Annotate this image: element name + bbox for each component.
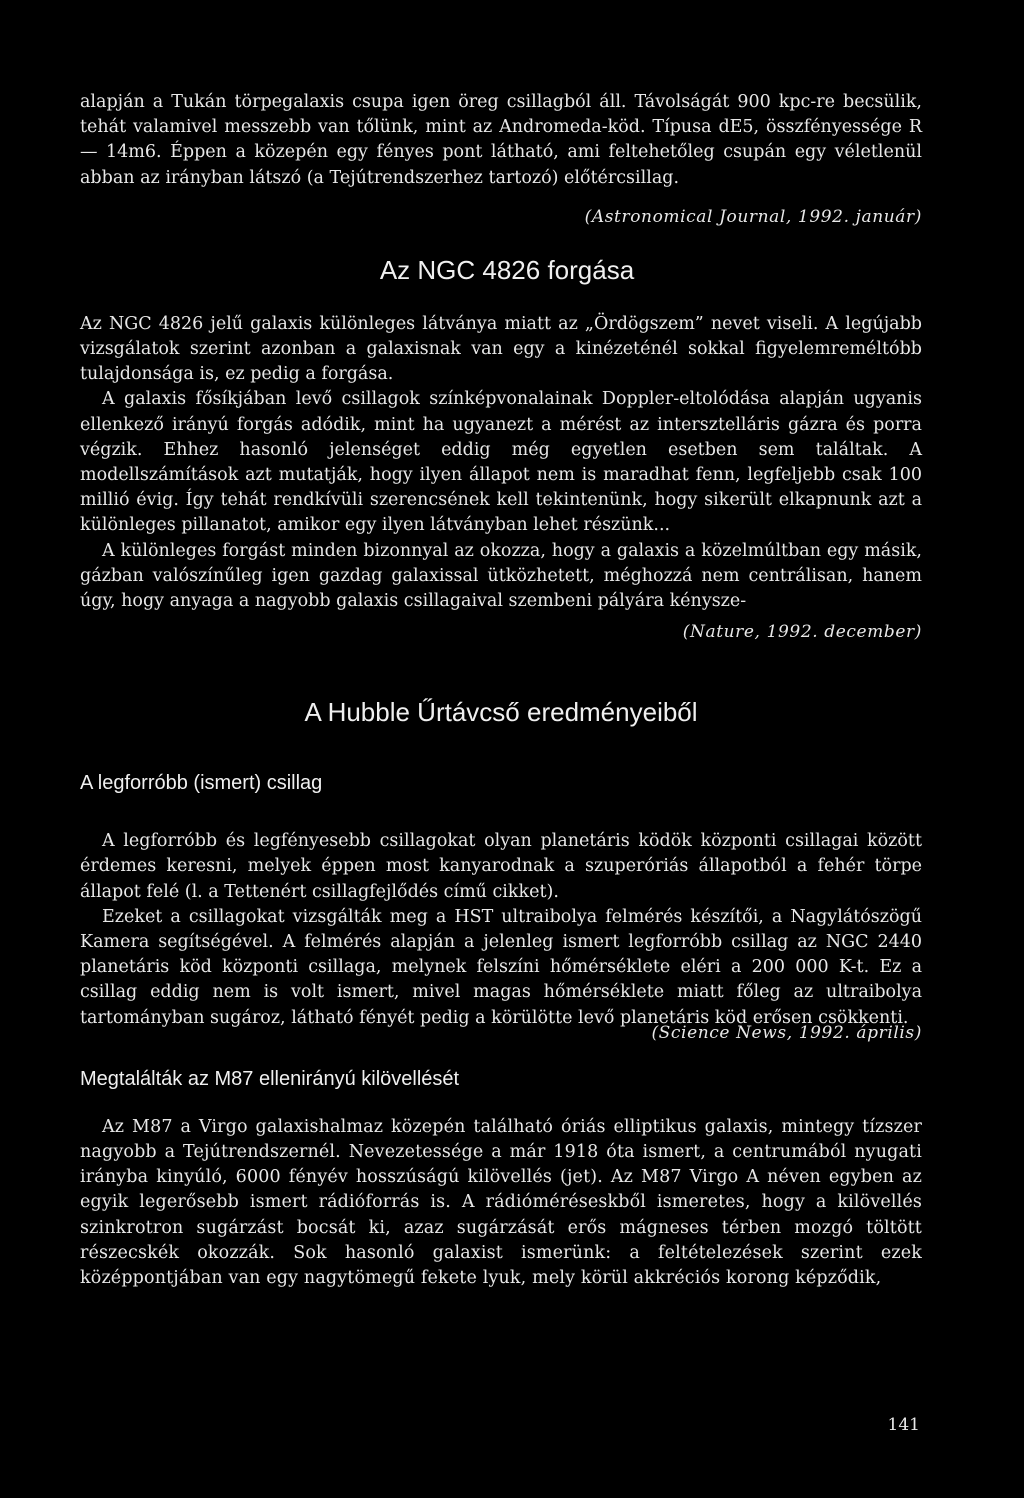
hot-paragraph-2: Ezeket a csillagokat vizsgálták meg a HST ultraibolya felmérés készítői, a Nagylátószögű Kamera segítségével. A felmérés alapján a jelenleg ismert legforróbb csillag az NGC 2440 planetáris köd központi csillaga, melynek felszíni hőmérséklete eléri a 200 000 K-t. Ez a csillag eddig nem is volt ismert, mivel magas hőmérséklete miatt főleg az ultraibolya tartományban sugároz, látható fényét pedig a körülötte levő planetáris köd erősen csökkenti.: [80, 906, 922, 1028]
ngc-paragraph-1: Az NGC 4826 jelű galaxis különleges látványa miatt az „Ördögszem” nevet viseli. A legújabb vizsgálatok szerint azonban a galaxisnak van egy a kinézeténél sokkal figyelemreméltóbb tulajdonsága is, ez pedig a forgása.: [80, 313, 922, 385]
heading-ngc-4826: Az NGC 4826 forgása: [379, 254, 635, 285]
heading-m87-jet: Megtalálták az M87 ellenirányú kilövellését: [80, 1067, 460, 1090]
hot-paragraph-1: A legforróbb és legfényesebb csillagokat olyan planetáris ködök központi csillagai között érdemes keresni, melyek éppen most kanyarodnak a szuperóriás állapotból a fehér törpe állapot felé (l. a Tettenért csillagfejlődés című cikket).: [80, 831, 922, 902]
ngc-paragraph-2: A galaxis fősíkjában levő csillagok színképvonalainak Doppler-eltolódása alapján ugyanis ellenkező irányú forgás adódik, mint ha ugyanezt a mérést az intersztelláris gázra és porra végzik. Ehhez hasonló jelenséget eddig még egyetlen esetben sem találtak. A modellszámítások azt mutatják, hogy ilyen állapot nem is maradhat fenn, legfeljebb csak 100 millió évig. Így tehát rendkívüli szerencsének kell tekintenünk, hogy sikerült elkapnunk azt a különleges pillanatot, amikor egy ilyen látványban lehet részünk...: [80, 389, 922, 536]
ngc-paragraph-3: A különleges forgást minden bizonnyal az okozza, hogy a galaxis a közelmúltban egy másik, gázban valószínűleg igen gazdag galaxissal ütközhetett, méghozzá nem centrálisan, hanem úgy, hogy anyaga a nagyobb galaxis csillagaival szembeni pályára kénysze-: [80, 540, 922, 612]
m87-paragraph-1: Az M87 a Virgo galaxishalmaz közepén található óriás elliptikus galaxis, mintegy tízszer nagyobb a Tejútrendszernél. Nevezetessége a már 1918 óta ismert, a centrumából nyugati irányba kinyúló, 6000 fényév hosszúságú kilövellés (jet). Az M87 Virgo A néven egyben az egyik legerősebb ismert rádióforrás is. A rádióméréseskből ismeretes, hogy a kilövellés szinkrotron sugárzást bocsát ki, azaz sugárzását erős mágneses térben mozgó töltött részecskék okozzák. Sok hasonló galaxist ismerünk: a feltételezések szerint ezek középpontjában van egy nagytömegű fekete lyuk, mely körül akkréciós korong képződik,: [80, 1116, 922, 1289]
heading-hubble: A Hubble Űrtávcső eredményeiből: [304, 697, 698, 728]
source-astronomical-journal: (Astronomical Journal, 1992. január): [584, 206, 922, 227]
source-nature: (Nature, 1992. december): [682, 622, 922, 643]
source-science-news: (Science News, 1992. április): [651, 1022, 922, 1043]
intro-paragraph: alapján a Tukán törpegalaxis csupa igen öreg csillagból áll. Távolságát 900 kpc-re becsülik, tehát valamivel messzebb van tőlünk, mint az Andromeda-köd. Típusa dE5, összfényessége R — 14m6. Éppen a közepén egy fényes pont látható, ami feltehetőleg csupán egy véletlenül abban az irányban látszó (a Tejútrendszerhez tartozó) előtércsillag.: [80, 92, 922, 188]
page-number: 141: [887, 1415, 920, 1435]
heading-hottest-star: A legforróbb (ismert) csillag: [80, 772, 323, 795]
page-body: [80, 90, 922, 1291]
